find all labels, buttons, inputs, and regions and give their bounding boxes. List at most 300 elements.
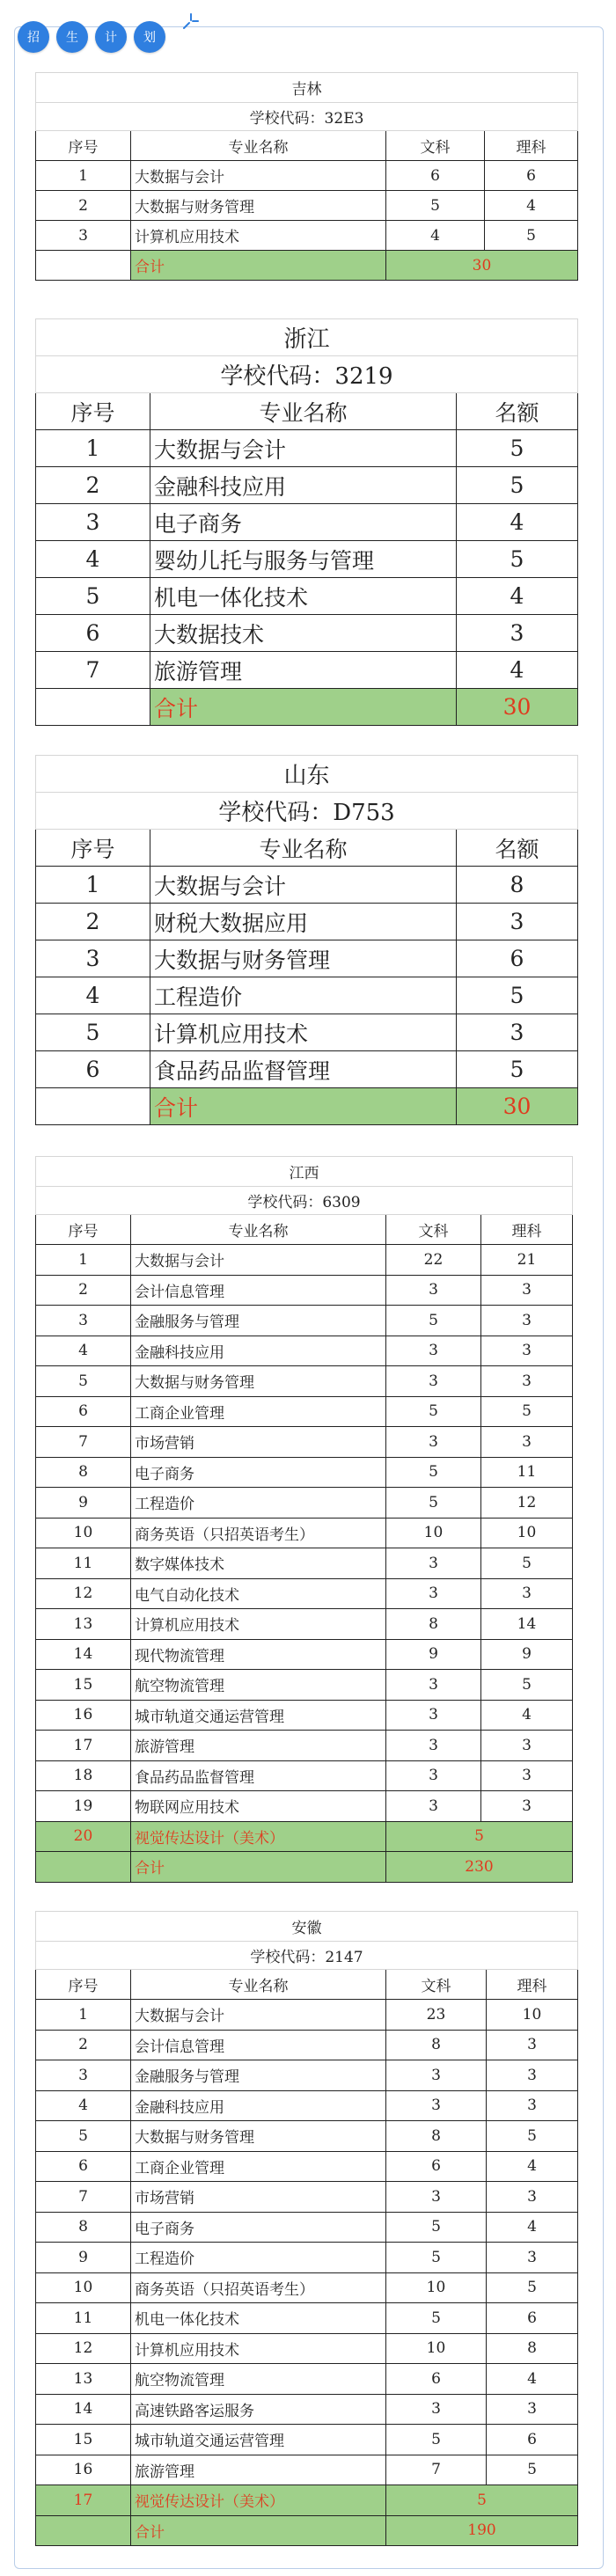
row-count: 5 — [457, 1051, 578, 1088]
table-row — [36, 1275, 573, 1306]
row-li: 3 — [487, 2030, 578, 2060]
col-header-li: 理科 — [485, 131, 578, 161]
table-row — [36, 1488, 573, 1519]
row-major: 城市轨道交通运营管理 — [131, 1700, 386, 1731]
total-label: 合计 — [131, 251, 386, 281]
table-row — [36, 1457, 573, 1488]
table-row — [36, 2000, 578, 2031]
table-row — [36, 504, 578, 541]
row-li: 5 — [481, 1670, 573, 1701]
row-major: 航空物流管理 — [131, 1670, 386, 1701]
row-li: 3 — [481, 1731, 573, 1761]
table-row — [36, 1670, 573, 1701]
row-no: 19 — [36, 1791, 131, 1822]
row-wen: 3 — [386, 1791, 481, 1822]
province-title: 江西 — [36, 1157, 573, 1187]
table-row — [36, 2333, 578, 2364]
total-blank — [36, 1088, 150, 1125]
header-row — [36, 1215, 573, 1245]
anhui-table — [35, 1911, 578, 2546]
row-major: 机电一体化技术 — [150, 578, 457, 615]
row-no: 2 — [36, 191, 131, 221]
row-li: 12 — [481, 1488, 573, 1519]
row-no: 4 — [36, 2090, 131, 2121]
row-no: 12 — [36, 1578, 131, 1609]
table-row — [36, 2090, 578, 2121]
row-major: 工程造价 — [131, 1488, 386, 1519]
table-row — [36, 1366, 573, 1397]
row-wen: 9 — [386, 1639, 481, 1670]
table-row — [36, 1548, 573, 1579]
row-major: 电子商务 — [131, 1457, 386, 1488]
row-no: 18 — [36, 1760, 131, 1791]
row-major: 高速铁路客运服务 — [131, 2394, 386, 2425]
row-no: 6 — [36, 1396, 131, 1427]
total-row — [36, 689, 578, 726]
row-li: 3 — [487, 2243, 578, 2273]
total-label: 合计 — [131, 2515, 386, 2546]
row-no: 6 — [36, 1051, 150, 1088]
col-header-no: 序号 — [36, 393, 150, 430]
row-li: 5 — [487, 2121, 578, 2152]
table-row — [36, 221, 578, 251]
row-major: 航空物流管理 — [131, 2364, 386, 2395]
row-no: 5 — [36, 1014, 150, 1051]
table-row — [36, 1639, 573, 1670]
table-row — [36, 1518, 573, 1548]
col-header-major: 专业名称 — [150, 830, 457, 867]
col-header-wen: 文科 — [386, 1215, 481, 1245]
row-li: 3 — [481, 1427, 573, 1458]
row-no: 6 — [36, 2151, 131, 2182]
row-wen: 8 — [386, 1609, 481, 1640]
row-major: 机电一体化技术 — [131, 2303, 386, 2334]
badge-char: 划 — [134, 21, 165, 53]
row-no: 12 — [36, 2333, 131, 2364]
badge-char: 生 — [56, 21, 88, 53]
table-row — [36, 2182, 578, 2213]
row-count: 5 — [386, 1821, 573, 1852]
row-major: 大数据与财务管理 — [150, 940, 457, 977]
row-no: 1 — [36, 2000, 131, 2031]
row-no: 3 — [36, 221, 131, 251]
row-li: 4 — [487, 2212, 578, 2243]
row-li: 5 — [487, 2272, 578, 2303]
row-major: 计算机应用技术 — [150, 1014, 457, 1051]
table-row — [36, 2272, 578, 2303]
row-wen: 5 — [386, 2212, 487, 2243]
row-no: 5 — [36, 578, 150, 615]
province-title: 山东 — [36, 756, 578, 793]
row-major: 大数据与会计 — [131, 161, 386, 191]
row-count: 5 — [457, 977, 578, 1014]
table-row — [36, 1700, 573, 1731]
row-li: 4 — [487, 2151, 578, 2182]
total-row — [36, 2515, 578, 2546]
table-row — [36, 2364, 578, 2395]
total-label: 合计 — [150, 689, 457, 726]
col-header-major: 专业名称 — [131, 1970, 386, 2000]
row-wen: 3 — [386, 1670, 481, 1701]
table-row — [36, 2121, 578, 2152]
row-major: 视觉传达设计（美术） — [131, 1821, 386, 1852]
row-wen: 3 — [386, 1548, 481, 1579]
col-header-no: 序号 — [36, 1215, 131, 1245]
row-no: 3 — [36, 504, 150, 541]
row-li: 3 — [481, 1275, 573, 1306]
total-value: 190 — [386, 2515, 578, 2546]
row-wen: 3 — [386, 1427, 481, 1458]
row-li: 6 — [487, 2425, 578, 2455]
row-li: 3 — [487, 2060, 578, 2091]
row-no: 17 — [36, 1731, 131, 1761]
province-title: 吉林 — [36, 73, 578, 103]
total-label: 合计 — [131, 1852, 386, 1883]
total-blank — [36, 251, 131, 281]
row-count: 4 — [457, 578, 578, 615]
row-major: 大数据与会计 — [131, 2000, 386, 2031]
col-header-count: 名额 — [457, 393, 578, 430]
table-row — [36, 1245, 573, 1276]
jiangxi-table — [35, 1156, 573, 1883]
row-li: 11 — [481, 1457, 573, 1488]
row-major: 计算机应用技术 — [131, 2333, 386, 2364]
row-li: 5 — [481, 1396, 573, 1427]
col-header-no: 序号 — [36, 830, 150, 867]
row-li: 3 — [487, 2090, 578, 2121]
table-row — [36, 541, 578, 578]
col-header-major: 专业名称 — [131, 131, 386, 161]
row-major: 计算机应用技术 — [131, 221, 386, 251]
row-li: 4 — [485, 191, 578, 221]
row-count: 8 — [457, 867, 578, 904]
row-major: 工商企业管理 — [131, 2151, 386, 2182]
row-no: 20 — [36, 1821, 131, 1852]
row-li: 21 — [481, 1245, 573, 1276]
col-header-li: 理科 — [481, 1215, 573, 1245]
table-row — [36, 1014, 578, 1051]
row-no: 2 — [36, 2030, 131, 2060]
row-major: 工商企业管理 — [131, 1396, 386, 1427]
row-wen: 3 — [386, 1578, 481, 1609]
row-count: 4 — [457, 652, 578, 689]
row-major: 旅游管理 — [131, 2455, 386, 2485]
row-wen: 22 — [386, 1245, 481, 1276]
row-count: 4 — [457, 504, 578, 541]
row-li: 3 — [487, 2394, 578, 2425]
row-major: 金融科技应用 — [131, 2090, 386, 2121]
row-wen: 3 — [386, 1760, 481, 1791]
header-row — [36, 1970, 578, 2000]
row-major: 市场营销 — [131, 1427, 386, 1458]
row-count: 5 — [457, 467, 578, 504]
row-wen: 5 — [386, 2303, 487, 2334]
jilin-table — [35, 72, 578, 281]
row-wen: 10 — [386, 1518, 481, 1548]
table-row — [36, 940, 578, 977]
row-count: 6 — [457, 940, 578, 977]
table-row — [36, 1731, 573, 1761]
row-li: 3 — [481, 1336, 573, 1366]
row-major: 婴幼儿托与服务与管理 — [150, 541, 457, 578]
row-li: 6 — [487, 2303, 578, 2334]
row-wen: 3 — [386, 1700, 481, 1731]
badge-char: 计 — [95, 21, 127, 53]
row-major: 大数据与财务管理 — [131, 1366, 386, 1397]
col-header-major: 专业名称 — [131, 1215, 386, 1245]
row-wen: 3 — [386, 2182, 487, 2213]
row-li: 5 — [481, 1548, 573, 1579]
row-major: 计算机应用技术 — [131, 1609, 386, 1640]
row-li: 10 — [481, 1518, 573, 1548]
row-no: 14 — [36, 1639, 131, 1670]
row-li: 3 — [481, 1791, 573, 1822]
total-blank — [36, 1852, 131, 1883]
table-row — [36, 1760, 573, 1791]
row-major: 食品药品监督管理 — [131, 1760, 386, 1791]
row-wen: 10 — [386, 2333, 487, 2364]
row-no: 13 — [36, 1609, 131, 1640]
row-no: 3 — [36, 1306, 131, 1336]
row-no: 16 — [36, 2455, 131, 2485]
school-code: 学校代码：2147 — [36, 1942, 578, 1970]
row-wen: 8 — [386, 2030, 487, 2060]
row-li: 6 — [485, 161, 578, 191]
row-no: 1 — [36, 1245, 131, 1276]
row-no: 9 — [36, 1488, 131, 1519]
row-no: 7 — [36, 1427, 131, 1458]
table-row — [36, 2394, 578, 2425]
row-major: 工程造价 — [150, 977, 457, 1014]
row-wen: 10 — [386, 2272, 487, 2303]
row-no: 9 — [36, 2243, 131, 2273]
row-wen: 7 — [386, 2455, 487, 2485]
row-major: 大数据与会计 — [131, 1245, 386, 1276]
header-row — [36, 830, 578, 867]
row-wen: 5 — [386, 1457, 481, 1488]
row-count: 3 — [457, 1014, 578, 1051]
row-major: 城市轨道交通运营管理 — [131, 2425, 386, 2455]
table-row — [36, 430, 578, 467]
table-row — [36, 867, 578, 904]
table-row — [36, 2455, 578, 2485]
table-row — [36, 2303, 578, 2334]
table-row — [36, 652, 578, 689]
row-major: 大数据技术 — [150, 615, 457, 652]
table-row — [36, 2212, 578, 2243]
row-li: 3 — [481, 1578, 573, 1609]
col-header-no: 序号 — [36, 131, 131, 161]
row-count: 5 — [457, 430, 578, 467]
row-major: 电气自动化技术 — [131, 1578, 386, 1609]
table-row — [36, 578, 578, 615]
row-major: 金融服务与管理 — [131, 2060, 386, 2091]
row-li: 5 — [487, 2455, 578, 2485]
row-no: 1 — [36, 161, 131, 191]
row-wen: 5 — [386, 1488, 481, 1519]
school-code: 学校代码：3219 — [36, 356, 578, 393]
header-row — [36, 393, 578, 430]
header-row — [36, 131, 578, 161]
table-row — [36, 2030, 578, 2060]
row-no: 8 — [36, 1457, 131, 1488]
row-wen: 23 — [386, 2000, 487, 2031]
row-wen: 6 — [386, 2151, 487, 2182]
row-major: 食品药品监督管理 — [150, 1051, 457, 1088]
row-li: 5 — [485, 221, 578, 251]
row-no: 16 — [36, 1700, 131, 1731]
table-row — [36, 615, 578, 652]
row-no: 3 — [36, 940, 150, 977]
col-header-li: 理科 — [487, 1970, 578, 2000]
zhejiang-table — [35, 318, 578, 726]
row-major: 市场营销 — [131, 2182, 386, 2213]
row-no: 6 — [36, 615, 150, 652]
table-row — [36, 2243, 578, 2273]
table-row — [36, 1396, 573, 1427]
row-no: 13 — [36, 2364, 131, 2395]
province-title: 安徽 — [36, 1912, 578, 1942]
row-major: 会计信息管理 — [131, 2030, 386, 2060]
row-count: 5 — [457, 541, 578, 578]
row-no: 2 — [36, 904, 150, 940]
row-major: 金融科技应用 — [131, 1336, 386, 1366]
row-major: 工程造价 — [131, 2243, 386, 2273]
row-wen: 3 — [386, 2090, 487, 2121]
row-count: 5 — [386, 2485, 578, 2516]
row-major: 会计信息管理 — [131, 1275, 386, 1306]
total-value: 230 — [386, 1852, 573, 1883]
school-code: 学校代码：D753 — [36, 793, 578, 830]
row-li: 3 — [481, 1306, 573, 1336]
row-major: 商务英语（只招英语考生） — [131, 2272, 386, 2303]
row-count: 3 — [457, 615, 578, 652]
row-major: 金融科技应用 — [150, 467, 457, 504]
row-major: 大数据与财务管理 — [131, 2121, 386, 2152]
table-row — [36, 191, 578, 221]
table-row — [36, 1051, 578, 1088]
col-header-count: 名额 — [457, 830, 578, 867]
table-row — [36, 1578, 573, 1609]
school-code: 学校代码：6309 — [36, 1187, 573, 1215]
total-value: 30 — [386, 251, 578, 281]
badge-char: 招 — [18, 21, 49, 53]
row-no: 15 — [36, 2425, 131, 2455]
table-row — [36, 2151, 578, 2182]
table-row — [36, 2060, 578, 2091]
province-title: 浙江 — [36, 319, 578, 356]
row-no: 17 — [36, 2485, 131, 2516]
total-row — [36, 251, 578, 281]
row-no: 4 — [36, 1336, 131, 1366]
col-header-wen: 文科 — [386, 1970, 487, 2000]
row-major: 金融服务与管理 — [131, 1306, 386, 1336]
row-li: 4 — [481, 1700, 573, 1731]
row-wen: 5 — [386, 1306, 481, 1336]
row-major: 大数据与财务管理 — [131, 191, 386, 221]
row-major: 旅游管理 — [131, 1731, 386, 1761]
total-row — [36, 1088, 578, 1125]
row-no: 14 — [36, 2394, 131, 2425]
art-row — [36, 1821, 573, 1852]
row-major: 视觉传达设计（美术） — [131, 2485, 386, 2516]
sparkle-icon — [180, 11, 202, 32]
row-no: 5 — [36, 1366, 131, 1397]
total-label: 合计 — [150, 1088, 457, 1125]
table-row — [36, 467, 578, 504]
row-no: 10 — [36, 2272, 131, 2303]
total-value: 30 — [457, 689, 578, 726]
table-row — [36, 977, 578, 1014]
row-no: 5 — [36, 2121, 131, 2152]
total-row — [36, 1852, 573, 1883]
row-li: 10 — [487, 2000, 578, 2031]
row-major: 大数据与会计 — [150, 430, 457, 467]
row-li: 3 — [481, 1366, 573, 1397]
section-badges — [18, 21, 165, 53]
row-wen: 8 — [386, 2121, 487, 2152]
total-blank — [36, 689, 150, 726]
row-no: 7 — [36, 652, 150, 689]
row-wen: 3 — [386, 1366, 481, 1397]
col-header-major: 专业名称 — [150, 393, 457, 430]
row-major: 大数据与会计 — [150, 867, 457, 904]
table-row — [36, 2425, 578, 2455]
row-wen: 6 — [386, 2364, 487, 2395]
row-wen: 5 — [386, 2425, 487, 2455]
row-wen: 6 — [386, 161, 485, 191]
art-row — [36, 2485, 578, 2516]
row-major: 电子商务 — [150, 504, 457, 541]
table-row — [36, 1427, 573, 1458]
row-wen: 3 — [386, 1731, 481, 1761]
row-no: 10 — [36, 1518, 131, 1548]
row-wen: 3 — [386, 1275, 481, 1306]
row-no: 11 — [36, 1548, 131, 1579]
row-li: 8 — [487, 2333, 578, 2364]
row-wen: 3 — [386, 2394, 487, 2425]
row-li: 4 — [487, 2364, 578, 2395]
school-code: 学校代码：32E3 — [36, 103, 578, 131]
table-row — [36, 1609, 573, 1640]
row-no: 11 — [36, 2303, 131, 2334]
row-major: 财税大数据应用 — [150, 904, 457, 940]
row-major: 现代物流管理 — [131, 1639, 386, 1670]
row-li: 3 — [487, 2182, 578, 2213]
row-major: 旅游管理 — [150, 652, 457, 689]
row-count: 3 — [457, 904, 578, 940]
col-header-wen: 文科 — [386, 131, 485, 161]
row-li: 9 — [481, 1639, 573, 1670]
row-no: 2 — [36, 467, 150, 504]
row-major: 电子商务 — [131, 2212, 386, 2243]
table-row — [36, 161, 578, 191]
row-no: 15 — [36, 1670, 131, 1701]
row-wen: 3 — [386, 2060, 487, 2091]
row-wen: 5 — [386, 2243, 487, 2273]
row-no: 1 — [36, 430, 150, 467]
total-blank — [36, 2515, 131, 2546]
table-row — [36, 1336, 573, 1366]
row-major: 商务英语（只招英语考生） — [131, 1518, 386, 1548]
table-row — [36, 904, 578, 940]
row-no: 2 — [36, 1275, 131, 1306]
row-no: 3 — [36, 2060, 131, 2091]
col-header-no: 序号 — [36, 1970, 131, 2000]
row-major: 数字媒体技术 — [131, 1548, 386, 1579]
table-row — [36, 1306, 573, 1336]
row-no: 4 — [36, 541, 150, 578]
